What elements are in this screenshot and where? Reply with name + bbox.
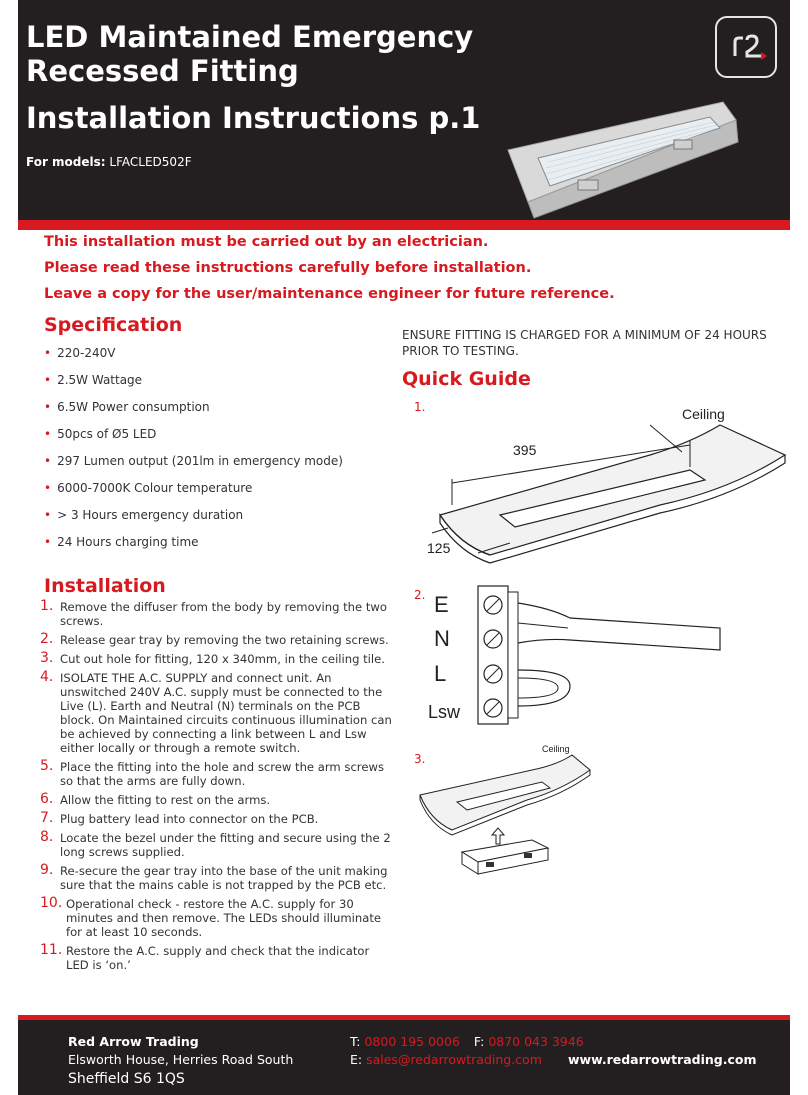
ceiling-label-3: Ceiling bbox=[542, 744, 570, 754]
specification-heading: Specification bbox=[44, 314, 183, 336]
r2-logo-icon bbox=[717, 18, 775, 76]
fitting-product-image bbox=[488, 80, 748, 220]
footer-phone-line: T: 0800 195 0006 F: 0870 043 3946 bbox=[350, 1034, 584, 1049]
dimension-395-label: 395 bbox=[513, 442, 537, 458]
installation-steps bbox=[40, 600, 395, 977]
footer-phone: 0800 195 0006 bbox=[364, 1034, 460, 1049]
bullet-icon: • bbox=[44, 535, 52, 549]
install-step: 8. Locate the bezel under the fitting and secure using the 2 long screws supplied. bbox=[40, 829, 391, 859]
install-step: 10. Operational check - restore the A.C. supply for 30 minutes and then remove. The LEDs should illuminate for at least 10 seconds. bbox=[40, 895, 382, 939]
spec-item: • 297 Lumen output (201lm in emergency mode) bbox=[44, 454, 343, 468]
installation-heading: Installation bbox=[44, 575, 166, 597]
footer-address-1: Elsworth House, Herries Road South bbox=[68, 1052, 294, 1067]
install-step: 11. Restore the A.C. supply and check that the indicator LED is ‘on.’ bbox=[40, 942, 370, 972]
footer-company: Red Arrow Trading bbox=[68, 1034, 199, 1049]
footer-address-2: Sheffield S6 1QS bbox=[68, 1071, 185, 1087]
install-step: 2. Release gear tray by removing the two retaining screws. bbox=[40, 631, 389, 647]
quick-guide-heading: Quick Guide bbox=[402, 368, 531, 390]
quick-step-2-number: 2. bbox=[414, 588, 426, 602]
terminal-lsw-label: Lsw bbox=[428, 702, 461, 722]
fitting-installation-diagram bbox=[412, 740, 592, 890]
bullet-icon: • bbox=[44, 346, 52, 360]
terminal-l-label: L bbox=[434, 661, 447, 686]
ceiling-cutout-diagram bbox=[400, 395, 790, 575]
specification-list bbox=[44, 340, 343, 556]
spec-item: • 2.5W Wattage bbox=[44, 373, 143, 387]
spec-item: • 6000-7000K Colour temperature bbox=[44, 481, 253, 495]
bullet-icon: • bbox=[44, 508, 52, 522]
install-step: 4. ISOLATE THE A.C. SUPPLY and connect unit. An unswitched 240V A.C. supply must be connected to the Live (L). Earth and Neutral (N) terminals on the PCB block. On Maintained circuits continuous illumination can be achieved by connecting a link between L and Lsw either locally or through a remote switch. bbox=[40, 669, 392, 755]
spec-item: • 50pcs of Ø5 LED bbox=[44, 427, 157, 441]
header-red-bar bbox=[18, 220, 790, 230]
terminal-n-label: N bbox=[434, 626, 450, 651]
ceiling-label: Ceiling bbox=[682, 406, 725, 422]
page-subtitle: Installation Instructions p.1 bbox=[26, 101, 481, 135]
page-title bbox=[26, 20, 473, 88]
warning-electrician: This installation must be carried out by an electrician. bbox=[44, 234, 489, 250]
install-step: 3. Cut out hole for fitting, 120 x 340mm, in the ceiling tile. bbox=[40, 650, 385, 666]
dimension-125-label: 125 bbox=[427, 540, 451, 556]
terminal-e-label: E bbox=[434, 592, 449, 617]
footer bbox=[18, 1015, 790, 1095]
install-step: 7. Plug battery lead into connector on the PCB. bbox=[40, 810, 319, 826]
quick-step-3-number: 3. bbox=[414, 752, 426, 766]
warning-read-instructions: Please read these instructions carefully before installation. bbox=[44, 260, 532, 276]
spec-item: • 220-240V bbox=[44, 346, 116, 360]
spec-item: • 24 Hours charging time bbox=[44, 535, 199, 549]
charge-note: ENSURE FITTING IS CHARGED FOR A MINIMUM OF 24 HOURS PRIOR TO TESTING. bbox=[402, 328, 767, 358]
install-step: 5. Place the fitting into the hole and screw the arm screws so that the arms are fully down. bbox=[40, 758, 384, 788]
bullet-icon: • bbox=[44, 454, 52, 468]
footer-red-line bbox=[18, 1015, 790, 1020]
warning-leave-copy: Leave a copy for the user/maintenance engineer for future reference. bbox=[44, 286, 615, 302]
bullet-icon: • bbox=[44, 400, 52, 414]
bullet-icon: • bbox=[44, 481, 52, 495]
footer-email[interactable]: sales@redarrowtrading.com bbox=[366, 1052, 542, 1067]
terminal-block-diagram bbox=[420, 578, 790, 728]
install-step: 9. Re-secure the gear tray into the base of the unit making sure that the mains cable is not trapped by the PCB etc. bbox=[40, 862, 388, 892]
install-step: 6. Allow the fitting to rest on the arms. bbox=[40, 791, 271, 807]
title-line-1: LED Maintained Emergency bbox=[26, 20, 474, 54]
install-step: 1. Remove the diffuser from the body by removing the two screws. bbox=[40, 598, 387, 628]
footer-fax: 0870 043 3946 bbox=[488, 1034, 584, 1049]
footer-email-line: E: sales@redarrowtrading.com bbox=[350, 1052, 542, 1067]
models-line bbox=[26, 155, 192, 169]
quick-step-1-number: 1. bbox=[414, 400, 426, 414]
bullet-icon: • bbox=[44, 427, 52, 441]
models-label: For models: bbox=[26, 155, 106, 169]
title-line-2: Recessed Fitting bbox=[26, 54, 299, 88]
models-value: LFACLED502F bbox=[109, 155, 192, 169]
bullet-icon: • bbox=[44, 373, 52, 387]
spec-item: • > 3 Hours emergency duration bbox=[44, 508, 244, 522]
spec-item: • 6.5W Power consumption bbox=[44, 400, 210, 414]
footer-website[interactable]: www.redarrowtrading.com bbox=[568, 1052, 757, 1067]
brand-logo bbox=[715, 16, 777, 78]
